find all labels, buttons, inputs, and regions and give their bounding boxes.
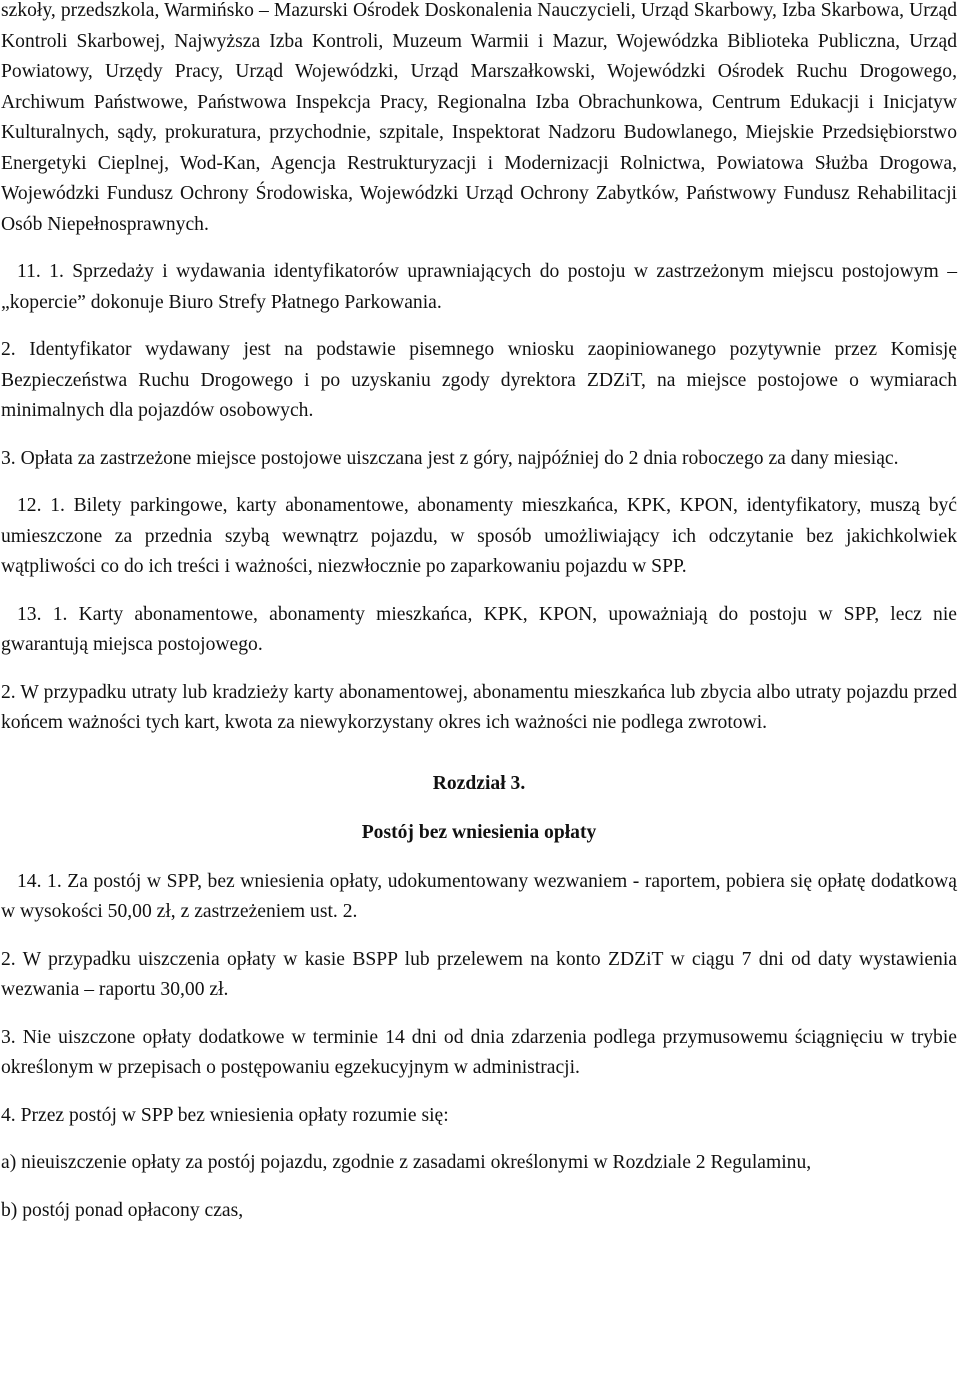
list-item-14-4-a: a) nieuiszczenie opłaty za postój pojazdu, zgodnie z zasadami określonymi w Rozdziale 2 Regulaminu,: [1, 1152, 812, 1173]
paragraph-14-2: 2. W przypadku uiszczenia opłaty w kasie BSPP lub przelewem na konto ZDZiT w ciągu 7 dni od daty wystawienia wezwania – raportu 30,00 zł.: [1, 948, 957, 1000]
paragraph-11-1: 11. 1. Sprzedaży i wydawania identyfikatorów uprawniających do postoju w zastrzeżonym miejscu postojowym – „kopercie” dokonuje Biuro Strefy Płatnego Parkowania.: [1, 261, 957, 313]
chapter-number: Rozdział 3.: [432, 772, 526, 794]
chapter-title: Postój bez wniesienia opłaty: [361, 822, 597, 843]
paragraph-14-4: 4. Przez postój w SPP bez wniesienia opłaty rozumie się:: [1, 1104, 449, 1126]
paragraph-11-2: 2. Identyfikator wydawany jest na podstawie pisemnego wniosku zaopiniowanego pozytywnie przez Komisję Bezpieczeństwa Ruchu Drogowego i po uzyskaniu zgody dyrektora ZDZiT, na miejsce postojowe o wymiarach minimalnych dla pojazdów osobowych.: [1, 339, 957, 421]
list-item-14-4-b: b) postój ponad opłacony czas,: [1, 1199, 244, 1221]
paragraph-institutions-list: szkoły, przedszkola, Warmińsko – Mazurski Ośrodek Doskonalenia Nauczycieli, Urząd Skarbowy, Izba Skarbowa, Urząd Kontroli Skarbowej, Najwyższa Izba Kontroli, Muzeum Warmii i Mazur, Wojewódzka Biblioteka Publiczna, Urząd Powiatowy, Urzędy Pracy, Urząd Wojewódzki, Urząd Marszałkowski, Wojewódzki Ośrodek Ruchu Drogowego, Archiwum Państwowe, Państwowa Inspekcja Pracy, Regionalna Izba Obrachunkowa, Centrum Edukacji i Inicjatyw Kulturalnych, sądy, prokuratura, przychodnie, szpitale, Inspektorat Nadzoru Budowlanego, Miejskie Przedsiębiorstwo Energetyki Cieplnej, Wod-Kan, Agencja Restrukturyzacji i Modernizacji Rolnictwa, Powiatowa Służba Drogowa, Wojewódzki Fundusz Ochrony Środowiska, Wojewódzki Urząd Ochrony Zabytków, Państwowy Fundusz Rehabilitacji Osób Niepełnosprawnych.: [1, 0, 957, 235]
paragraph-13-2: 2. W przypadku utraty lub kradzieży karty abonamentowej, abonamentu mieszkańca lub zbycia albo utraty pojazdu przed końcem ważności tych kart, kwota za niewykorzystany okres ich ważności nie podlega zwrotowi.: [1, 681, 957, 733]
paragraph-14-3: 3. Nie uiszczone opłaty dodatkowe w terminie 14 dni od dnia zdarzenia podlega przymusowemu ściągnięciu w trybie określonym w przepisach o postępowaniu egzekucyjnym w administracji.: [1, 1026, 957, 1078]
paragraph-12-1: 12. 1. Bilety parkingowe, karty abonamentowe, abonamenty mieszkańca, KPK, KPON, identyfikatory, muszą być umieszczone za przednia szybą wewnątrz pojazdu, w sposób umożliwiający ich odczytanie bez jakichkolwiek wątpliwości co do ich treści i ważności, niezwłocznie po zaparkowaniu pojazdu w SPP.: [1, 495, 957, 577]
paragraph-11-3: 3. Opłata za zastrzeżone miejsce postojowe uiszczana jest z góry, najpóźniej do 2 dnia roboczego za dany miesiąc.: [1, 447, 899, 469]
paragraph-13-1: 13. 1. Karty abonamentowe, abonamenty mieszkańca, KPK, KPON, upoważniają do postoju w SPP, lecz nie gwarantują miejsca postojowego.: [1, 603, 957, 655]
paragraph-14-1: 14. 1. Za postój w SPP, bez wniesienia opłaty, udokumentowany wezwaniem - raportem, pobiera się opłatę dodatkową w wysokości 50,00 zł, z zastrzeżeniem ust. 2.: [1, 870, 957, 922]
